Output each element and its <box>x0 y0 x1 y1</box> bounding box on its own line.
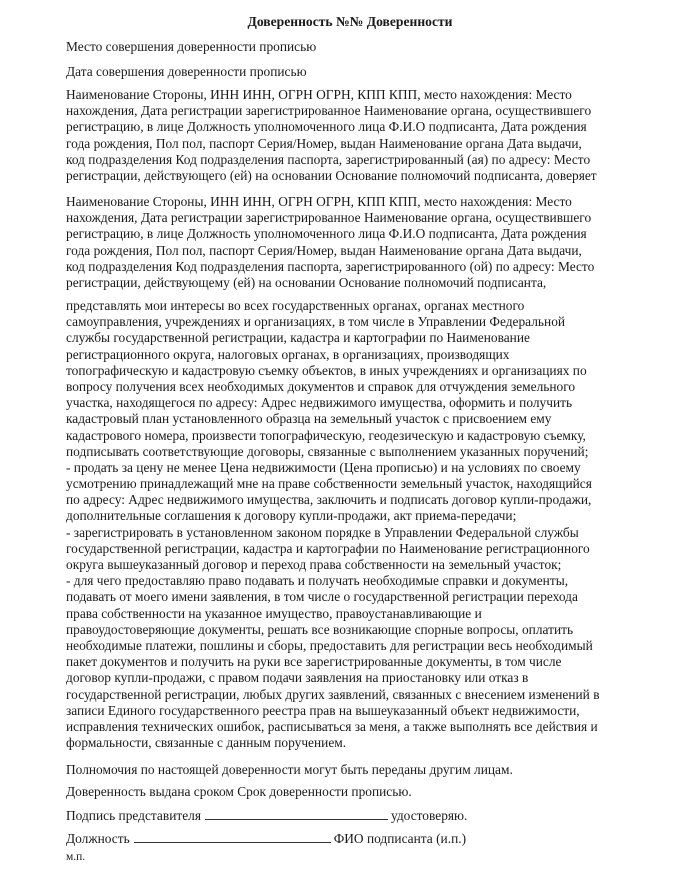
paragraph-line: округа вышеуказанный договор и переход права собственности на земельный участок; <box>66 557 562 572</box>
paragraph-line: усмотрению принадлежащий мне на праве собственности земельный участок, находящийся <box>66 476 592 492</box>
paragraph-line: представлять мои интересы во всех государственных органах, органах местного <box>66 298 525 313</box>
attorney-paragraph <box>66 194 666 291</box>
paragraph-line: формальности, связанные с данным поручением. <box>66 735 347 751</box>
stamp-line <box>66 849 666 865</box>
date-text: Дата совершения доверенности прописью <box>66 64 307 79</box>
paragraph-line: регистрации, действующему (ей) на основании Основание полномочий подписанта, <box>66 274 547 290</box>
paragraph-line: Наименование Стороны, ИНН ИНН, ОГРН ОГРН, КПП КПП, место нахождения: Место <box>66 194 572 209</box>
paragraph-line: по адресу: Адрес недвижимого имущества, заключить и подписать договор купли-продажи, <box>66 492 592 508</box>
paragraph-line: необходимые платежи, пошлины и сборы, предоставить для регистрации весь необходимый <box>66 637 593 653</box>
paragraph-line: - продать за цену не менее Цена недвижимости (Цена прописью) и на условиях по своему <box>66 459 581 475</box>
paragraph-line: регистрацию, в лице Должность уполномоченного лица Ф.И.О подписанта, Дата рождения <box>66 226 587 242</box>
signature-blank[interactable] <box>205 807 388 820</box>
document-title: Доверенность №№ Доверенности <box>247 14 453 29</box>
paragraph-line: вопросу получения всех необходимых документов и справок для отчуждения земельного <box>66 378 576 394</box>
paragraph-line: правоудостоверяющие документы, решать все возникающие спорные вопросы, оплатить <box>66 621 574 637</box>
signature-label: Подпись представителя <box>66 808 201 823</box>
position-line <box>66 830 666 846</box>
term-text: Доверенность выдана сроком Срок доверенности прописью. <box>66 784 412 799</box>
paragraph-line: самоуправления, учреждениях и организациях, в том числе в Управлении Федеральной <box>66 314 566 330</box>
paragraph-line: подписывать соответствующие договоры, связанные с выполнением указанных поручений; <box>66 443 589 459</box>
transfer-line <box>66 762 666 778</box>
powers-paragraph <box>66 298 666 751</box>
paragraph-line: государственной регистрации, кадастра и картографии по Наименование регистрационного <box>66 540 590 556</box>
signature-suffix: удостоверяю. <box>391 808 468 823</box>
paragraph-line: дополнительные соглашения к договору купли-продажи, акт приема-передачи; <box>66 508 517 524</box>
principal-paragraph <box>66 87 666 184</box>
paragraph-line: службы государственной регистрации, кадастра и картографии по Наименование <box>66 330 530 346</box>
paragraph-line: пакет документов и получить на руки все зарегистрированные документы, в том числе <box>66 654 562 670</box>
paragraph-line: Наименование Стороны, ИНН ИНН, ОГРН ОГРН, КПП КПП, место нахождения: Место <box>66 87 572 102</box>
paragraph-line: права собственности на указанное имущество, правоустанавливающие и <box>66 605 482 621</box>
paragraph-line: года рождения, Пол пол, паспорт Серия/Номер, выдан Наименование органа Дата выдачи, <box>66 135 582 151</box>
signer-name: ФИО подписанта (и.п.) <box>333 831 467 846</box>
paragraph-line: код подразделения Код подразделения паспорта, зарегистрированного (ой) по адресу: Место <box>66 258 595 274</box>
paragraph-line: кадастровый план установленного образца на земельный участок с присвоением ему <box>66 411 552 427</box>
paragraph-line: код подразделения Код подразделения паспорта, зарегистрированный (ая) по адресу: Место <box>66 151 591 167</box>
paragraph-line: записи Единого государственного реестра прав на вышеуказанный объект недвижимости, <box>66 702 580 718</box>
place-text: Место совершения доверенности прописью <box>66 39 317 54</box>
date-line <box>66 64 666 80</box>
position-blank[interactable] <box>134 830 331 843</box>
paragraph-line: топографическую и кадастровую съемку объектов, в иных учреждениях и организациях по <box>66 362 587 378</box>
term-line <box>66 784 666 800</box>
paragraph-line: участка, находящегося по адресу: Адрес недвижимого имущества, оформить и получить <box>66 395 573 411</box>
paragraph-line: нахождения, Дата регистрации зарегистрированное Наименование органа, осуществившего <box>66 210 592 226</box>
paragraph-line: подавать от моего имени заявления, в том числе о государственной регистрации перехода <box>66 589 578 605</box>
place-line <box>66 39 666 55</box>
paragraph-line: нахождения, Дата регистрации зарегистрированное Наименование органа, осуществившего <box>66 103 592 119</box>
paragraph-line: регистрационного округа, налоговых органах, в организациях, производящих <box>66 346 510 362</box>
paragraph-line: года рождения, Пол пол, паспорт Серия/Номер, выдан Наименование органа Дата выдачи, <box>66 242 582 258</box>
paragraph-line: - зарегистрировать в установленном законом порядке в Управлении Федеральной службы <box>66 524 579 540</box>
transfer-text: Полномочия по настоящей доверенности могут быть переданы другим лицам. <box>66 762 513 777</box>
paragraph-line: государственной регистрации, любых других заявлений, связанных с внесением изменений в <box>66 686 600 702</box>
paragraph-line: договор купли-продажи, с правом подачи заявления на приостановку или отказ в <box>66 670 529 686</box>
position-label: Должность <box>66 831 130 846</box>
paragraph-line: - для чего предоставляю право подавать и получать необходимые справки и документы, <box>66 573 569 589</box>
paragraph-line: регистрацию, в лице Должность уполномоченного лица Ф.И.О подписанта, Дата рождения <box>66 119 587 135</box>
paragraph-line: регистрации, действующего (ей) на основании Основание полномочий подписанта, доверяет <box>66 167 597 183</box>
paragraph-line: исправления технических ошибок, расписываться за меня, а также выполнять все действия и <box>66 718 598 734</box>
paragraph-line: кадастрового номера, произвести топографическую, геодезическую и кадастровую съемку, <box>66 427 586 443</box>
signature-line <box>66 807 666 823</box>
stamp-text: м.п. <box>66 851 86 863</box>
